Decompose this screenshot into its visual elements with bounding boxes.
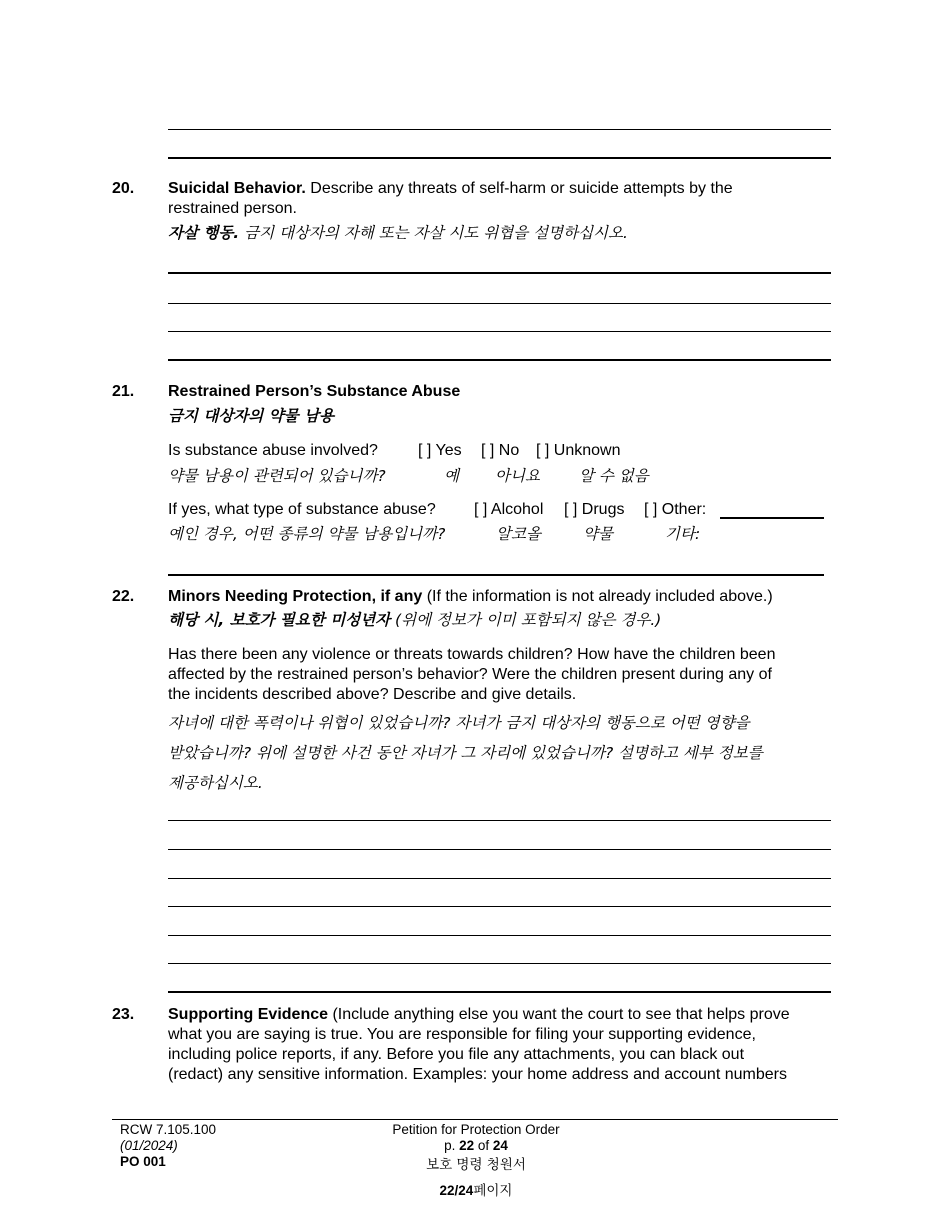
section-desc: what you are saying is true. You are responsible for filing your supporting evidence,: [168, 1026, 756, 1043]
section-desc: Describe any threats of self-harm or suicide attempts by the: [305, 180, 733, 197]
section-title-korean: 해당 시, 보호가 필요한 미성년자: [168, 611, 391, 629]
answer-line[interactable]: [168, 303, 831, 304]
section-title: Supporting Evidence: [168, 1006, 329, 1023]
section-desc: including police reports, if any. Before you file any attachments, you can black out: [168, 1046, 745, 1063]
section-22-body-korean: [168, 708, 868, 798]
footer-page: p. 22 of 24: [444, 1138, 508, 1153]
answer-line[interactable]: [168, 906, 831, 907]
checkbox-alcohol[interactable]: [ ] Alcohol: [474, 501, 544, 518]
checkbox-unknown[interactable]: [ ] Unknown: [536, 442, 621, 459]
section-title: Restrained Person’s Substance Abuse: [168, 383, 461, 400]
option-alcohol-korean: 알코올: [496, 525, 541, 543]
option-other-korean: 기타:: [665, 525, 701, 543]
answer-line[interactable]: [168, 820, 831, 821]
checkbox-drugs[interactable]: [ ] Drugs: [564, 501, 625, 518]
body-line-korean: 받았습니까? 위에 설명한 사건 동안 자녀가 그 자리에 있었습니까? 설명하고 세부 정보를: [168, 744, 763, 762]
section-note: (If the information is not already included above.): [422, 588, 773, 605]
footer-page-korean: [376, 1181, 576, 1201]
answer-line[interactable]: [168, 129, 831, 130]
section-title: Suicidal Behavior.: [168, 180, 306, 197]
footer-form-number: PO 001: [120, 1154, 166, 1169]
section-desc: restrained person.: [168, 200, 297, 217]
checkbox-no[interactable]: [ ] No: [481, 442, 520, 459]
section-23-text: [168, 1005, 868, 1085]
answer-line[interactable]: [168, 878, 831, 879]
option-no-korean: 아니요: [495, 467, 540, 485]
footer-date: (01/2024): [120, 1138, 178, 1153]
answer-line[interactable]: [168, 574, 824, 576]
section-desc-korean: 금지 대상자의 자해 또는 자살 시도 위협을 설명하십시오.: [239, 224, 628, 242]
section-20-korean: [168, 223, 868, 244]
section-number: 21.: [112, 383, 135, 400]
section-22-heading: [168, 587, 868, 607]
current-page: 22: [459, 1138, 475, 1153]
section-note-korean: (위에 정보가 이미 포함되지 않은 경우.): [390, 611, 662, 629]
body-line: affected by the restrained person’s behavior? Were the children present during any of: [168, 666, 772, 683]
footer-rcw: RCW 7.105.100: [120, 1122, 217, 1137]
section-desc: (Include anything else you want the court to see that helps prove: [328, 1006, 790, 1023]
page-count: 22/24: [439, 1183, 474, 1198]
section-20-text: [168, 179, 848, 219]
answer-line[interactable]: [168, 272, 831, 274]
footer-divider: [112, 1119, 838, 1120]
section-22-heading-korean: [168, 610, 868, 631]
substance-type-korean: 예인 경우, 어떤 종류의 약물 남용입니까?: [168, 525, 446, 543]
body-line-korean: 제공하십시오.: [168, 774, 263, 792]
answer-line[interactable]: [168, 331, 831, 332]
footer-doc-title-korean: 보호 명령 청원서: [426, 1157, 526, 1173]
body-line: Has there been any violence or threats towards children? How have the children been: [168, 646, 776, 663]
section-number: 23.: [112, 1006, 135, 1023]
substance-question-korean: 약물 남용이 관련되어 있습니까?: [168, 467, 386, 485]
substance-question-label: Is substance abuse involved?: [168, 442, 378, 459]
checkbox-other[interactable]: [ ] Other:: [644, 501, 707, 518]
section-title-korean: 금지 대상자의 약물 남용: [168, 407, 334, 425]
option-unknown-korean: 알 수 없음: [579, 467, 649, 485]
section-22-body: [168, 645, 868, 705]
section-title: Minors Needing Protection, if any: [168, 588, 423, 605]
body-line-korean: 자녀에 대한 폭력이나 위협이 있었습니까? 자녀가 금지 대상자의 행동으로 어떤 영향을: [168, 714, 750, 732]
footer-doc-title: Petition for Protection Order: [392, 1122, 560, 1137]
footer-left: [120, 1122, 216, 1170]
answer-line[interactable]: [168, 359, 831, 361]
footer-center: [376, 1122, 576, 1173]
option-yes-korean: 예: [444, 467, 459, 485]
section-number: 22.: [112, 588, 135, 605]
body-line: the incidents described above? Describe and give details.: [168, 686, 577, 703]
section-number: 20.: [112, 180, 135, 197]
answer-line[interactable]: [168, 849, 831, 850]
substance-type-label: If yes, what type of substance abuse?: [168, 501, 436, 518]
section-title-korean: 자살 행동.: [168, 224, 240, 242]
answer-line[interactable]: [168, 935, 831, 936]
option-drugs-korean: 약물: [583, 525, 613, 543]
other-input-line[interactable]: [720, 517, 824, 519]
page-suffix-korean: 페이지: [473, 1183, 513, 1199]
answer-line[interactable]: [168, 991, 831, 993]
answer-line[interactable]: [168, 157, 831, 159]
checkbox-yes[interactable]: [ ] Yes: [418, 442, 462, 459]
total-pages: 24: [492, 1138, 508, 1153]
answer-line[interactable]: [168, 963, 831, 964]
section-desc: (redact) any sensitive information. Examples: your home address and account numbers: [168, 1066, 787, 1083]
